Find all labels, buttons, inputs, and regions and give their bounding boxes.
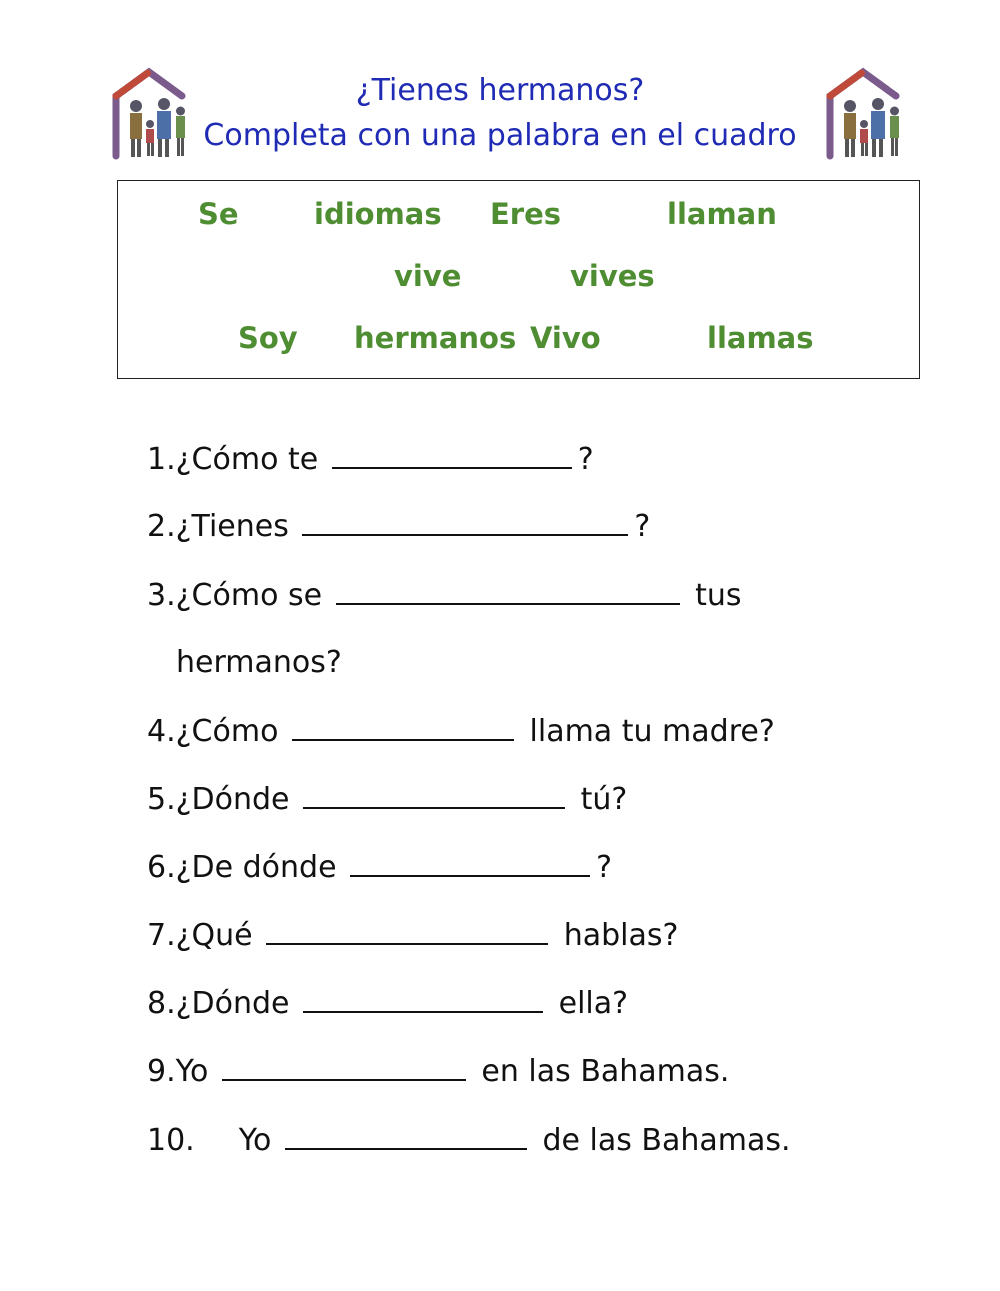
question-tail: en las Bahamas. [481,1054,730,1089]
word-bank-item: idiomas [314,197,442,231]
word-bank-item: vive [394,259,462,293]
question-6 [147,849,612,886]
question-number: 1. [147,442,176,477]
question-tail: ella? [558,986,629,1021]
question-number: 9. [147,1054,176,1089]
page-title: ¿Tienes hermanos? [355,73,645,108]
question-tail: llama tu madre? [529,714,775,749]
question-prompt: ¿De dónde [175,850,337,885]
question-prompt: ¿Dónde [175,782,290,817]
page-subtitle: Completa con una palabra en el cuadro [203,118,797,153]
question-tail: tú? [580,782,628,817]
question-prompt: ¿Cómo se [175,578,323,613]
question-prompt: ¿Qué [175,918,253,953]
question-prompt: Yo [175,1054,209,1089]
question-number: 5. [147,782,176,817]
word-bank-item: Eres [490,197,562,231]
question-3-continuation: hermanos? [176,645,342,680]
question-4 [147,713,775,750]
question-tail: hablas? [563,918,679,953]
question-7 [147,917,678,954]
word-bank-item: Soy [238,321,298,355]
word-bank-item: hermanos [354,321,517,355]
question-number: 2. [147,509,176,544]
question-tail: tus [695,578,742,613]
question-number: 10. [147,1123,195,1158]
answer-blank[interactable] [292,713,514,741]
answer-blank[interactable] [302,508,628,536]
question-9 [147,1053,729,1090]
question-prompt: ¿Cómo [175,714,279,749]
question-prompt: ¿Cómo te [175,442,319,477]
question-number: 7. [147,918,176,953]
question-tail: ? [596,850,613,885]
question-tail: ? [577,442,594,477]
question-10 [147,1122,791,1159]
word-bank-box [117,180,920,379]
question-prompt: ¿Tienes [175,509,289,544]
question-tail: de las Bahamas. [542,1123,791,1158]
word-bank-item: llamas [707,321,814,355]
answer-blank[interactable] [222,1053,466,1081]
word-bank-item: Vivo [530,321,601,355]
answer-blank[interactable] [266,917,548,945]
question-8 [147,985,628,1022]
word-bank-item: llaman [667,197,777,231]
word-bank-item: Se [198,197,239,231]
answer-blank[interactable] [350,849,590,877]
question-tail: ? [634,509,651,544]
question-3 [147,577,742,614]
question-number: 3. [147,578,176,613]
question-2 [147,508,650,545]
question-number: 8. [147,986,176,1021]
answer-blank[interactable] [303,781,565,809]
answer-blank[interactable] [336,577,680,605]
question-number: 6. [147,850,176,885]
answer-blank[interactable] [332,441,572,469]
question-1 [147,441,594,478]
answer-blank[interactable] [303,985,543,1013]
question-5 [147,781,627,818]
question-prompt: ¿Dónde [175,986,290,1021]
question-prompt: Yo [238,1123,272,1158]
question-number: 4. [147,714,176,749]
answer-blank[interactable] [285,1122,527,1150]
word-bank-item: vives [570,259,655,293]
